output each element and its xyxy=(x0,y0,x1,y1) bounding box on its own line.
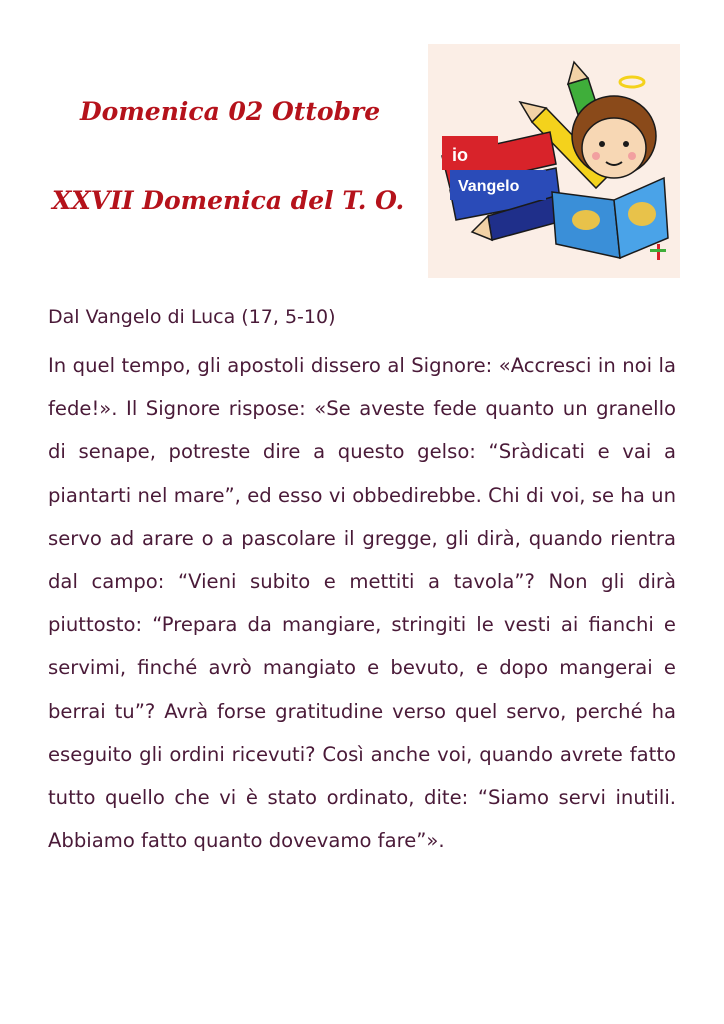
halo-icon xyxy=(620,77,644,87)
book-icon xyxy=(552,178,668,258)
io-badge xyxy=(442,136,498,170)
logo-word-top: io xyxy=(452,145,468,165)
child-face xyxy=(582,118,646,178)
liturgy-title: XXVII Domenica del T. O. xyxy=(52,186,405,215)
io-vangelo-logo xyxy=(428,44,680,278)
date-title: Domenica 02 Ottobre xyxy=(80,97,381,126)
gospel-reference: Dal Vangelo di Luca (17, 5-10) xyxy=(48,306,336,328)
gospel-text: In quel tempo, gli apostoli dissero al Signore: «Accresci in noi la fede!». Il Signore rispose: «Se aveste fede quanto un granello di senape, potreste dire a questo gelso: “Sràdicati e vai a piantarti nel mare”, ed esso vi obbedirebbe. Chi di voi, se ha un servo ad arare o a pascolare il gregge, gli dirà, quando rientra dal campo: “Vieni subito e mettiti a tavola”? Non gli dirà piuttosto: “Prepara da mangiare, stringiti le vesti ai fianchi e servimi, finché avrò mangiato e bevuto, e dopo mangerai e berrai tu”? Avrà forse gratitudine verso quel servo, perché ha eseguito gli ordini ricevuti? Così anche voi, quando avrete fatto tutto quello che vi è stato ordinato, dite: “Siamo servi inutili. Abbiamo fatto quanto dovevamo fare”». xyxy=(48,354,676,853)
child-reading-illustration xyxy=(428,44,680,278)
cross-icon xyxy=(650,244,666,260)
logo-word-bottom: Vangelo xyxy=(458,178,520,195)
